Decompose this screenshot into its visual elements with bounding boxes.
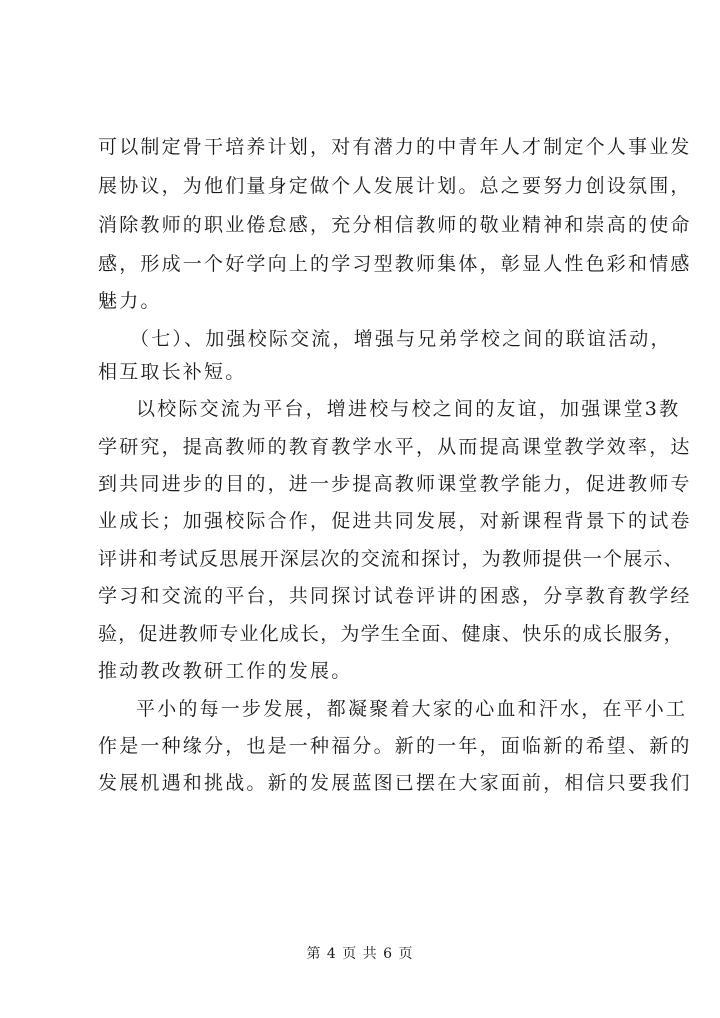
text-line: 学研究，提高教师的教育教学水平，从而提高课堂教学效率，达 <box>98 436 692 458</box>
text-line: 评讲和考试反思展开深层次的交流和探讨，为教师提供一个展示、 <box>98 548 684 570</box>
text-line: 可以制定骨干培养计划，对有潜力的中青年人才制定个人事业发 <box>98 136 692 158</box>
text-line: 感，形成一个好学向上的学习型教师集体，彰显人性色彩和情感 <box>98 253 692 275</box>
page-number: 第 4 页 共 6 页 <box>306 946 414 962</box>
text-line: 验，促进教师专业化成长，为学生全面、健康、快乐的成长服务， <box>98 623 684 645</box>
text-line: 到共同进步的目的，进一步提高教师课堂教学能力，促进教师专 <box>98 473 692 495</box>
section-heading: （七）、加强校际交流，增强与兄弟学校之间的联谊活动， <box>130 328 672 350</box>
text-line: 学习和交流的平台，共同探讨试卷评讲的困惑，分享教育教学经 <box>98 585 692 607</box>
text-line: 以校际交流为平台，增进校与校之间的友谊，加强课堂3教 <box>136 398 681 420</box>
text-line: 作是一种缘分，也是一种福分。新的一年，面临新的希望、新的 <box>98 735 692 757</box>
text-line: 发展机遇和挑战。新的发展蓝图已摆在大家面前，相信只要我们 <box>98 772 692 794</box>
text-line: 消除教师的职业倦怠感，充分相信教师的敬业精神和崇高的使命 <box>98 214 692 236</box>
text-line: 魅力。 <box>98 290 162 312</box>
section-heading: 相互取长补短。 <box>98 361 247 383</box>
text-line: 推动教改教研工作的发展。 <box>98 660 353 682</box>
text-line: 展协议，为他们量身定做个人发展计划。总之要努力创设氛围， <box>98 175 692 197</box>
text-line: 业成长；加强校际合作，促进共同发展，对新课程背景下的试卷 <box>98 510 692 532</box>
text-line: 平小的每一步发展，都凝聚着大家的心血和汗水，在平小工 <box>136 698 688 720</box>
